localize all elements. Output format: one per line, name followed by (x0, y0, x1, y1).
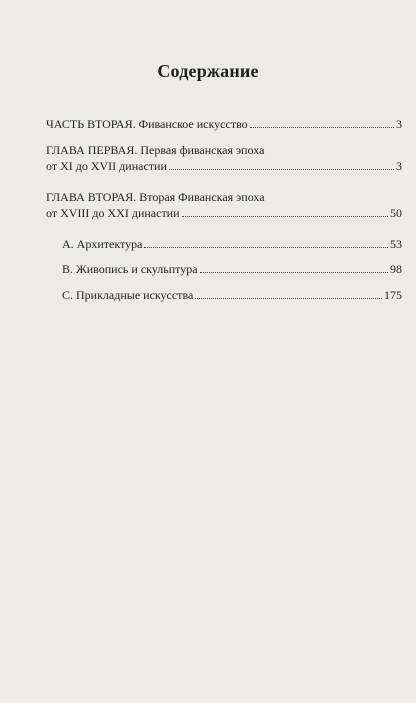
toc-entry-subtitle: от XVIII до XXI династии (46, 206, 180, 220)
toc-entry-painting-sculpture[interactable] (46, 261, 402, 277)
toc-line (46, 116, 402, 132)
toc-entry-part-two[interactable] (46, 116, 402, 132)
toc-page-number: 53 (390, 237, 402, 251)
toc-page-number: 3 (396, 159, 402, 173)
toc-entry-title: С. Прикладные искусства (62, 288, 194, 302)
toc-entry-title: ЧАСТЬ ВТОРАЯ. Фиванское искусство (46, 117, 248, 131)
toc-line (46, 287, 402, 303)
toc-entry-applied-arts[interactable] (46, 287, 402, 303)
toc-entry-subtitle: от XI до XVII династии (46, 159, 167, 173)
toc-entry-title: В. Живопись и скульптура (62, 262, 198, 276)
toc-line (46, 261, 402, 277)
dot-leader (182, 215, 388, 217)
dot-leader (250, 126, 394, 128)
toc-entry-chapter-two[interactable] (46, 189, 402, 221)
dot-leader (169, 168, 394, 170)
toc-entry-title: ГЛАВА ВТОРАЯ. Вторая Фиванская эпоха (46, 190, 265, 204)
toc-line (46, 158, 402, 174)
toc-page-number: 98 (390, 262, 402, 276)
toc-entry-architecture[interactable] (46, 236, 402, 252)
toc-line (46, 189, 402, 205)
toc-entry-chapter-one[interactable] (46, 142, 402, 174)
dot-leader (200, 271, 388, 273)
toc-entry-title: ГЛАВА ПЕРВАЯ. Первая фиванская эпоха (46, 143, 265, 157)
toc-line (46, 205, 402, 221)
toc-page-number: 175 (384, 288, 402, 302)
page-title: Содержание (157, 61, 259, 81)
toc-line (46, 236, 402, 252)
dot-leader (144, 246, 388, 248)
toc-page-number: 50 (390, 206, 402, 220)
toc-line (46, 142, 402, 158)
toc-entry-title: А. Архитектура (62, 237, 143, 251)
toc-page-number: 3 (396, 117, 402, 131)
dot-leader (195, 297, 382, 299)
